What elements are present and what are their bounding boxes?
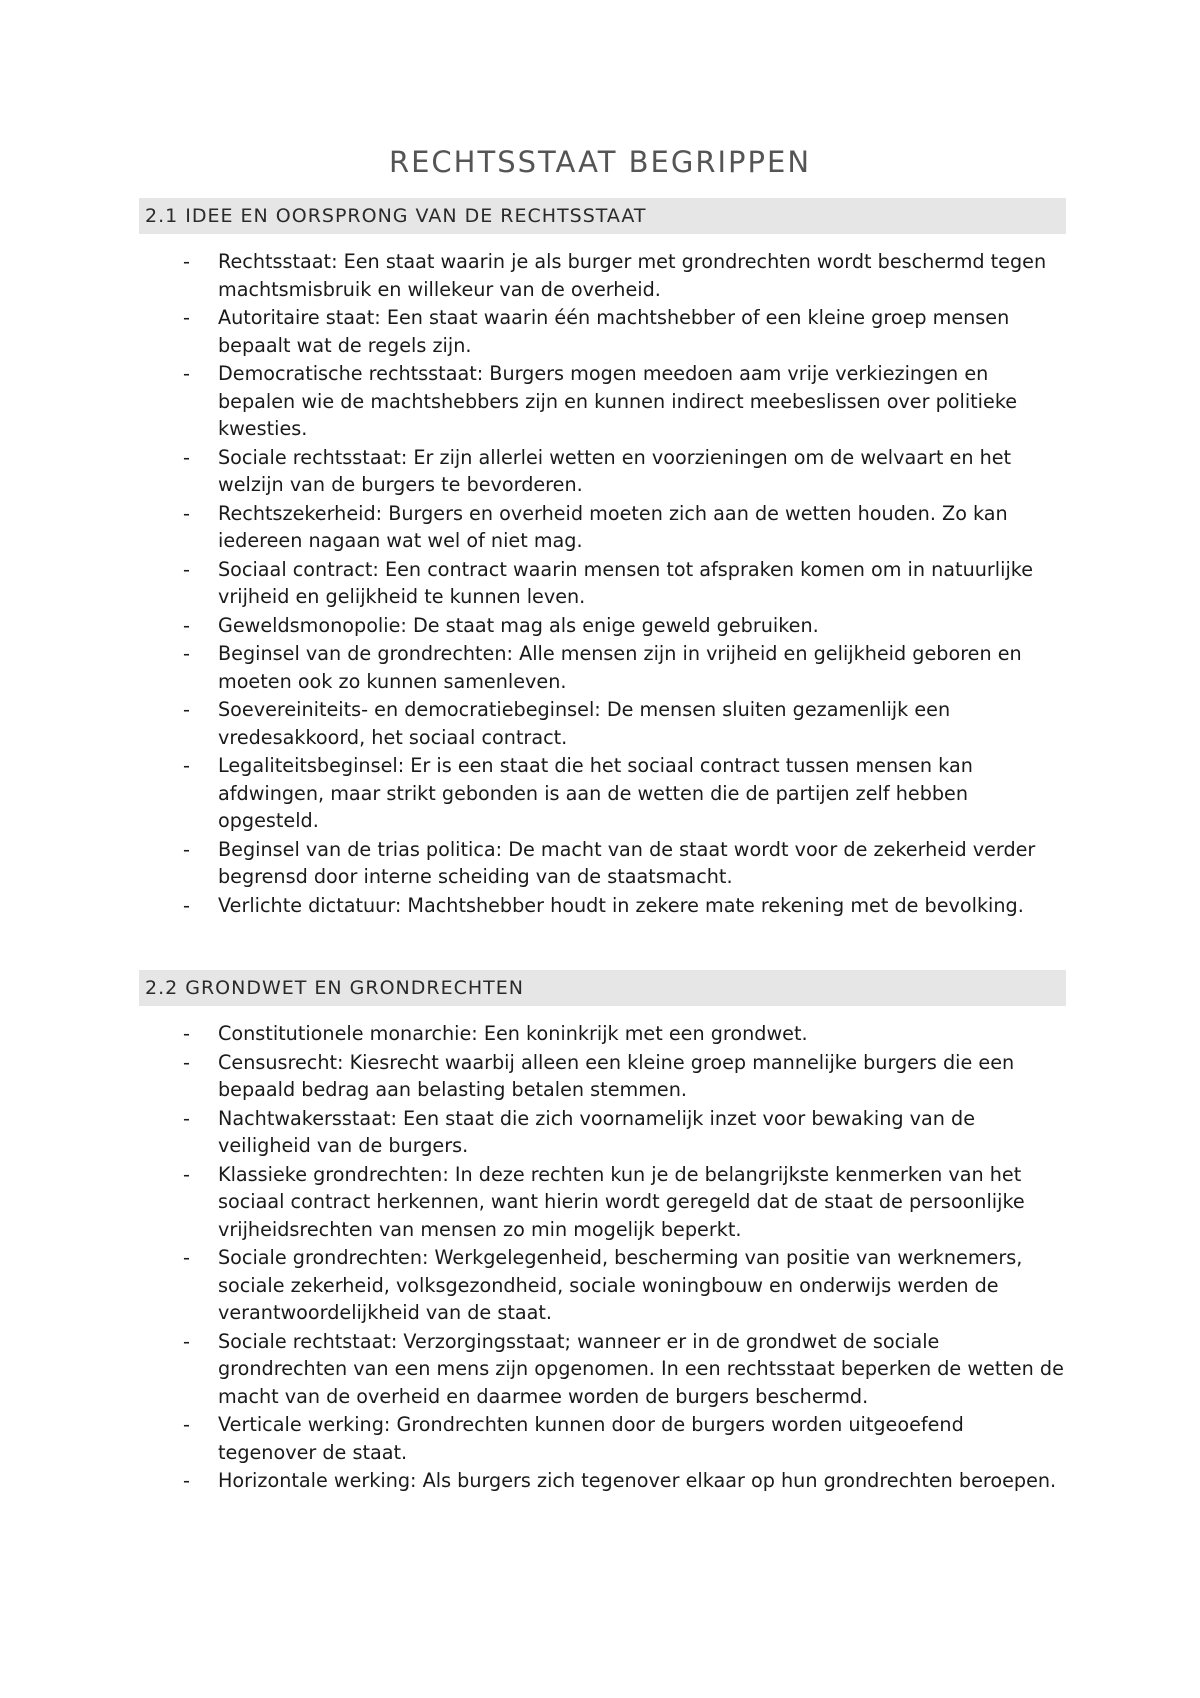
bullet-dash: -	[183, 1329, 190, 1353]
list-item	[139, 892, 1066, 920]
item-text: Autoritaire staat: Een staat waarin één machtshebber of een kleine groep mensen bepaalt wat de regels zijn.	[218, 306, 1010, 357]
item-text: Klassieke grondrechten: In deze rechten kun je de belangrijkste kenmerken van het sociaal contract herkennen, want hierin wordt geregeld dat de staat de persoonlijke vrijheidsrechten van mensen zo min mogelijk beperkt.	[218, 1162, 1025, 1241]
section-grondwet-en-grondrechten	[139, 970, 1066, 1496]
bullet-dash: -	[183, 613, 190, 637]
bullet-dash: -	[183, 1469, 190, 1492]
bullet-dash: -	[183, 1050, 190, 1074]
list-item	[139, 836, 1066, 891]
item-text: Beginsel van de trias politica: De macht van de staat wordt voor de zekerheid verder begrensd door interne scheiding van de staatsmacht.	[218, 837, 1036, 888]
definition-list	[139, 248, 1066, 919]
list-item	[139, 752, 1066, 835]
list-item	[139, 1020, 1066, 1048]
section-idee-en-oorsprong	[139, 198, 1066, 920]
list-item	[139, 500, 1066, 555]
bullet-dash: -	[183, 445, 190, 469]
list-item	[139, 248, 1066, 303]
item-text: Censusrecht: Kiesrecht waarbij alleen een kleine groep mannelijke burgers die een bepaald bedrag aan belasting betalen stemmen.	[218, 1050, 1015, 1101]
document-title: RECHTSSTAAT BEGRIPPEN	[388, 145, 812, 179]
item-text: Verlichte dictatuur: Machtshebber houdt in zekere mate rekening met de bevolking.	[218, 893, 1024, 917]
list-item	[139, 640, 1066, 695]
list-item	[139, 360, 1066, 443]
item-text: Rechtsstaat: Een staat waarin je als burger met grondrechten wordt beschermd tegen machtsmisbruik en willekeur van de overheid.	[218, 250, 1047, 301]
bullet-dash: -	[183, 1246, 190, 1269]
item-text: Nachtwakersstaat: Een staat die zich voornamelijk inzet voor bewaking van de veiligheid van de burgers.	[218, 1106, 975, 1157]
item-text: Legaliteitsbeginsel: Er is een staat die het sociaal contract tussen mensen kan afdwingen, maar strikt gebonden is aan de wetten die de partijen zelf hebben opgesteld.	[218, 754, 973, 832]
section-heading: 2.2 GRONDWET EN GRONDRECHTEN	[139, 970, 1066, 1006]
bullet-dash: -	[183, 698, 190, 721]
list-item	[139, 444, 1066, 499]
item-text: Democratische rechtsstaat: Burgers mogen meedoen aam vrije verkiezingen en bepalen wie de machtshebbers zijn en kunnen indirect meebeslissen over politieke kwesties.	[218, 362, 1018, 440]
bullet-dash: -	[183, 1106, 190, 1130]
item-text: Horizontale werking: Als burgers zich tegenover elkaar op hun grondrechten beroepen.	[218, 1469, 1057, 1492]
bullet-dash: -	[183, 754, 190, 777]
list-item	[139, 1411, 1066, 1466]
bullet-dash: -	[183, 893, 190, 917]
item-text: Beginsel van de grondrechten: Alle mensen zijn in vrijheid en gelijkheid geboren en moeten ook zo kunnen samenleven.	[218, 642, 1022, 693]
bullet-dash: -	[183, 557, 190, 581]
definition-list	[139, 1020, 1066, 1495]
list-item	[139, 1105, 1066, 1160]
item-text: Rechtszekerheid: Burgers en overheid moeten zich aan de wetten houden. Zo kan iedereen nagaan wat wel of niet mag.	[218, 501, 1008, 552]
list-item	[139, 1467, 1066, 1495]
bullet-dash: -	[183, 1022, 190, 1045]
section-heading: 2.1 IDEE EN OORSPRONG VAN DE RECHTSSTAAT	[139, 198, 1066, 234]
item-text: Sociale rechtstaat: Verzorgingsstaat; wanneer er in de grondwet de sociale grondrechten van een mens zijn opgenomen. In een rechtsstaat beperken de wetten de macht van de overheid en daarmee worden de burgers beschermd.	[218, 1329, 1064, 1408]
item-text: Constitutionele monarchie: Een koninkrijk met een grondwet.	[218, 1022, 808, 1045]
item-text: Sociaal contract: Een contract waarin mensen tot afspraken komen om in natuurlijke vrijheid en gelijkheid te kunnen leven.	[218, 557, 1034, 608]
list-item	[139, 556, 1066, 611]
item-text: Verticale werking: Grondrechten kunnen door de burgers worden uitgeoefend tegenover de staat.	[218, 1413, 964, 1464]
list-item	[139, 1244, 1066, 1327]
bullet-dash: -	[183, 1413, 190, 1436]
list-item	[139, 696, 1066, 751]
list-item	[139, 304, 1066, 359]
item-text: Geweldsmonopolie: De staat mag als enige geweld gebruiken.	[218, 613, 819, 637]
bullet-dash: -	[183, 306, 190, 329]
list-item	[139, 1328, 1066, 1411]
item-text: Sociale rechtsstaat: Er zijn allerlei wetten en voorzieningen om de welvaart en het welzijn van de burgers te bevorderen.	[218, 445, 1012, 496]
item-text: Sociale grondrechten: Werkgelegenheid, bescherming van positie van werknemers, sociale zekerheid, volksgezondheid, sociale woningbouw en onderwijs werden de verantwoordelijkheid van de staat.	[218, 1246, 1023, 1324]
bullet-dash: -	[183, 362, 190, 385]
bullet-dash: -	[183, 501, 190, 525]
bullet-dash: -	[183, 837, 190, 861]
list-item	[139, 1049, 1066, 1104]
bullet-dash: -	[183, 1162, 190, 1186]
list-item	[139, 612, 1066, 640]
list-item	[139, 1161, 1066, 1244]
bullet-dash: -	[183, 250, 190, 273]
item-text: Soevereiniteits- en democratiebeginsel: De mensen sluiten gezamenlijk een vredesakkoord, het sociaal contract.	[218, 698, 951, 749]
bullet-dash: -	[183, 642, 190, 665]
